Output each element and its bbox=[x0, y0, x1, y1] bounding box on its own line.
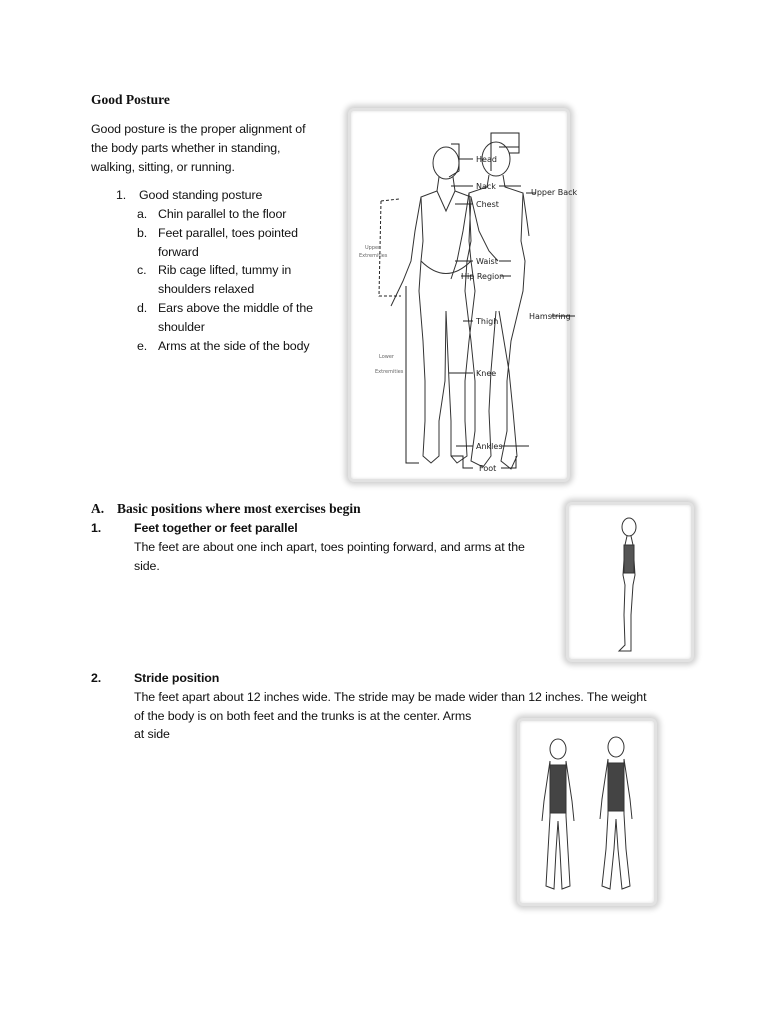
item-text: shoulder bbox=[158, 319, 205, 334]
label-knee: Knee bbox=[476, 369, 497, 378]
item-text: Feet parallel, toes pointed bbox=[158, 225, 298, 240]
label-upper-back: Upper Back bbox=[531, 188, 578, 197]
item-number: 1. bbox=[91, 521, 102, 535]
item-letter: d. bbox=[137, 300, 148, 315]
item-text: forward bbox=[158, 244, 199, 259]
item-letter: e. bbox=[137, 338, 148, 353]
list-item bbox=[137, 299, 337, 337]
intro-line: Good posture is the proper alignment of bbox=[91, 122, 306, 136]
section-letter: A. bbox=[91, 501, 105, 516]
item-text: shoulders relaxed bbox=[158, 282, 255, 297]
label-chest: Chest bbox=[476, 200, 499, 209]
intro-line: walking, sitting, or running. bbox=[91, 159, 235, 174]
list-number: 1. bbox=[116, 188, 127, 202]
item-title: Feet together or feet parallel bbox=[134, 521, 298, 535]
label-lower-extremities-2: Extremities bbox=[375, 369, 404, 375]
list-title: Good standing posture bbox=[139, 188, 263, 202]
label-foot: Foot bbox=[479, 464, 497, 473]
label-thigh: Thigh bbox=[476, 317, 499, 326]
list-item bbox=[137, 224, 337, 262]
standing-side-figure bbox=[569, 505, 691, 659]
label-upper-extremities-2: Extremities bbox=[359, 253, 388, 259]
body-figures-illustration bbox=[351, 111, 578, 479]
label-neck: Nack bbox=[476, 182, 496, 191]
feet-together-illustration bbox=[566, 502, 694, 662]
item-text: The feet apart about 12 inches wide. The stride may be made wider than 12 inches. The weight bbox=[134, 689, 647, 704]
item-number: 2. bbox=[91, 671, 102, 685]
front-figure bbox=[391, 147, 498, 463]
list-item bbox=[137, 261, 337, 299]
list-item bbox=[137, 337, 337, 356]
sub-list bbox=[137, 205, 337, 355]
item-title: Stride position bbox=[134, 671, 220, 685]
label-ankles: Ankles bbox=[476, 442, 503, 451]
item-letter: c. bbox=[137, 263, 147, 278]
item-text: at side bbox=[134, 727, 170, 742]
intro-line: the body parts whether in standing, bbox=[91, 140, 281, 155]
item-letter: b. bbox=[137, 225, 148, 240]
page-heading: Good Posture bbox=[91, 92, 170, 107]
list-item bbox=[137, 205, 337, 224]
item-text: Chin parallel to the floor bbox=[158, 207, 287, 221]
item-letter: a. bbox=[137, 207, 148, 221]
intro-paragraph bbox=[91, 120, 305, 176]
item-text: Ears above the middle of the bbox=[158, 300, 313, 315]
item-text: of the body is on both feet and the trunks is at the center. Arms bbox=[134, 708, 472, 723]
label-head: Head bbox=[476, 155, 497, 164]
position-item bbox=[91, 519, 561, 575]
item-text: Arms at the side of the body bbox=[158, 338, 310, 353]
body-parts-diagram bbox=[348, 108, 578, 482]
item-text: Rib cage lifted, tummy in bbox=[158, 263, 292, 278]
section-title: Basic positions where most exercises begin bbox=[117, 501, 361, 516]
stride-position-illustration bbox=[517, 718, 657, 906]
stride-figures bbox=[520, 721, 654, 903]
label-lower-extremities-1: Lower bbox=[379, 354, 394, 360]
item-text: side. bbox=[134, 558, 160, 573]
label-waist: Waist bbox=[476, 257, 498, 266]
label-hip-region: Hip Region bbox=[461, 272, 505, 281]
label-hamstring: Hamstring bbox=[529, 312, 571, 321]
back-figure bbox=[451, 142, 529, 469]
label-upper-extremities-1: Upper bbox=[365, 245, 381, 251]
item-text: The feet are about one inch apart, toes pointing forward, and arms at the bbox=[134, 539, 525, 554]
